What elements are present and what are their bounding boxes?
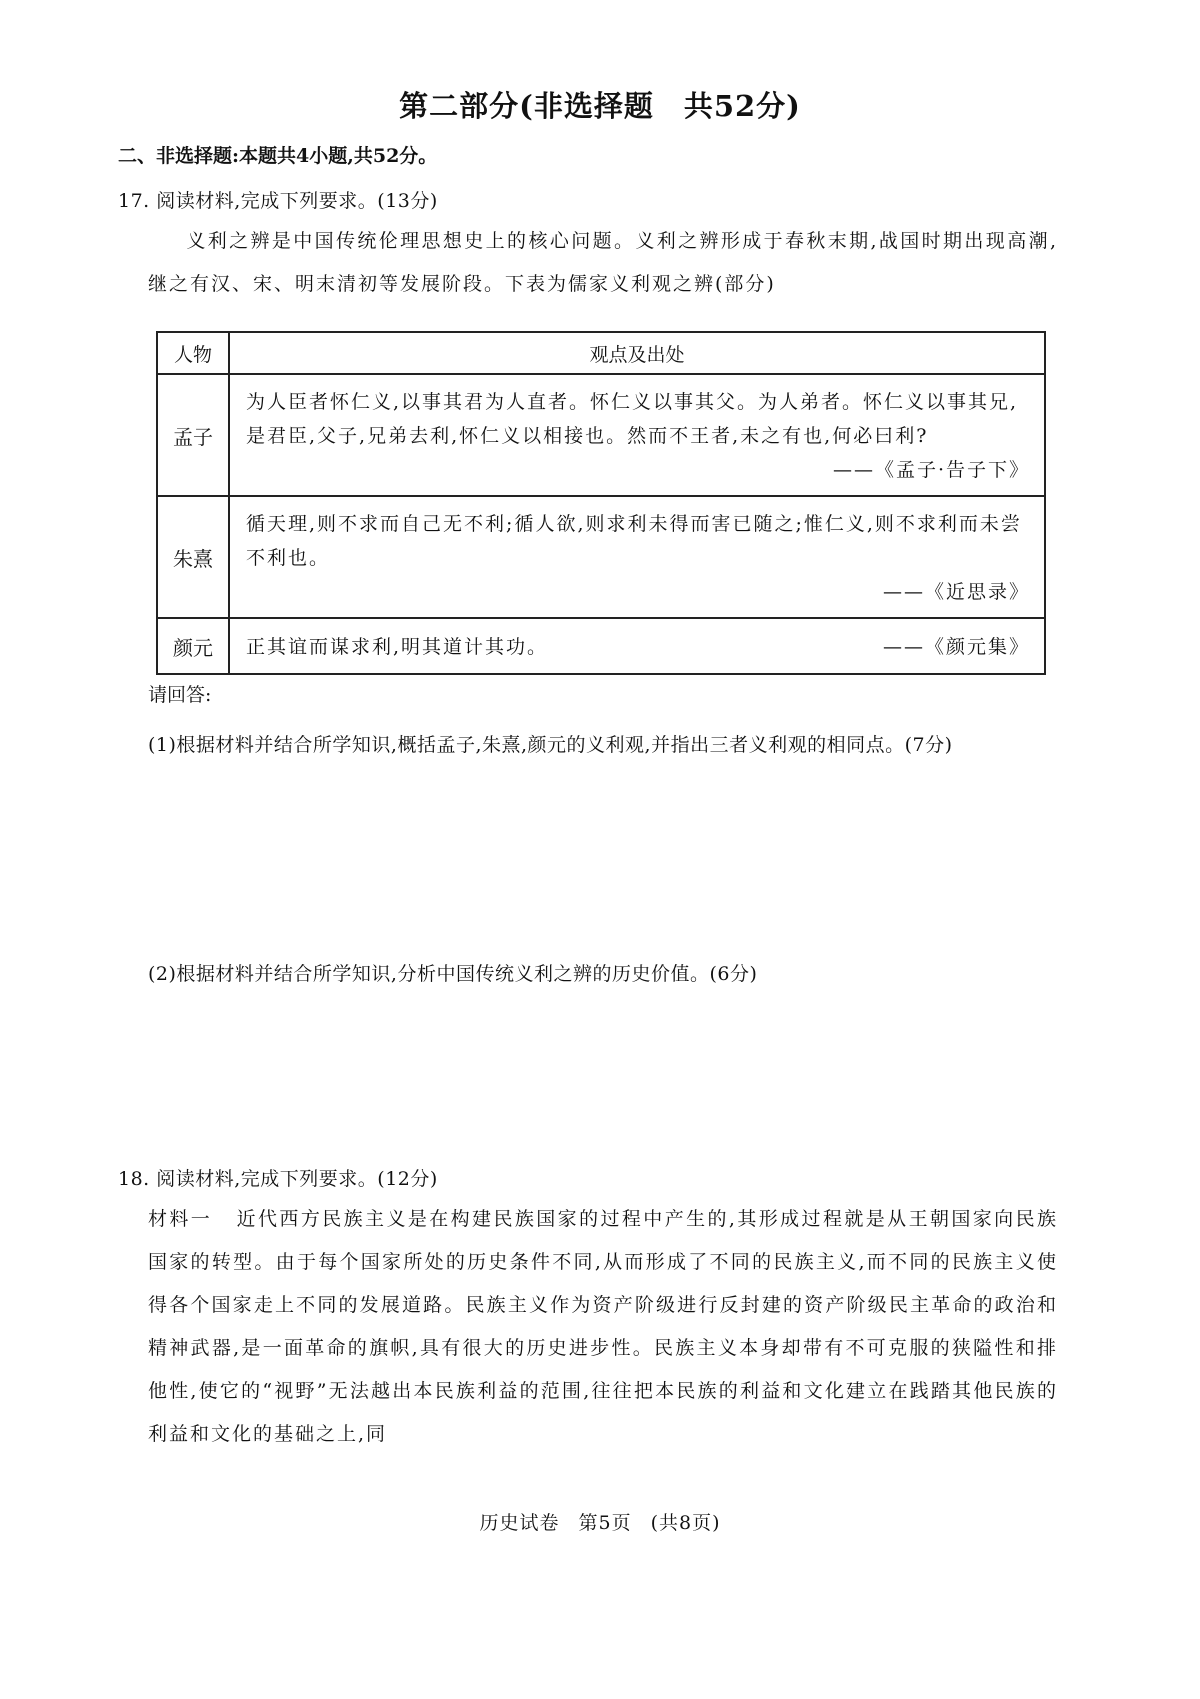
- viewpoint-text: 循天理,则不求而自己无不利;循人欲,则求利未得而害已随之;惟仁义,则不求利而未尝不利也。: [246, 513, 1022, 569]
- question-17-intro: [148, 220, 1058, 306]
- footer-total: (共8页): [650, 1512, 721, 1534]
- person-cell: 颜元: [157, 618, 229, 674]
- question-17-heading: 17. 阅读材料,完成下列要求。(13分): [118, 190, 438, 212]
- header-person: 人物: [157, 332, 229, 374]
- person-cell: 孟子: [157, 374, 229, 496]
- question-18-material: [148, 1198, 1058, 1456]
- answer-prompt: 请回答:: [148, 684, 212, 706]
- footer-page: 第5页: [578, 1512, 632, 1534]
- viewpoint-table: [156, 331, 1046, 675]
- viewpoint-text: 正其谊而谋求利,明其道计其功。: [246, 636, 549, 658]
- header-viewpoint: 观点及出处: [229, 332, 1045, 374]
- viewpoint-cell: [229, 496, 1045, 618]
- viewpoint-source: ——《近思录》: [882, 581, 1030, 603]
- page-footer: [0, 1508, 1200, 1535]
- sub-question-2: (2)根据材料并结合所学知识,分析中国传统义利之辨的历史价值。(6分): [148, 963, 758, 985]
- material-label: 材料一: [148, 1208, 213, 1230]
- table-row: [157, 496, 1045, 618]
- viewpoint-text: 为人臣者怀仁义,以事其君为人直者。怀仁义以事其父。为人弟者。怀仁义以事其兄,是君臣,父子,兄弟去利,怀仁义以相接也。然而不王者,未之有也,何必曰利?: [246, 391, 1019, 447]
- viewpoint-cell: [229, 374, 1045, 496]
- table-header-row: [157, 332, 1045, 374]
- viewpoint-source: ——《颜元集》: [882, 636, 1030, 658]
- viewpoint-cell: [229, 618, 1045, 674]
- intro-text: 义利之辨是中国传统伦理思想史上的核心问题。义利之辨形成于春秋末期,战国时期出现高潮,继之有汉、宋、明末清初等发展阶段。下表为儒家义利观之辨(部分): [148, 230, 1058, 295]
- table-row: [157, 374, 1045, 496]
- viewpoint-source: ——《孟子·告子下》: [832, 459, 1030, 481]
- sub-question-1-text: (1)根据材料并结合所学知识,概括孟子,朱熹,颜元的义利观,并指出三者义利观的相同点。(7分): [148, 734, 953, 756]
- person-cell: 朱熹: [157, 496, 229, 618]
- section-heading: 二、非选择题:本题共4小题,共52分。: [118, 145, 438, 167]
- question-18-heading: 18. 阅读材料,完成下列要求。(12分): [118, 1168, 438, 1190]
- footer-subject: 历史试卷: [479, 1512, 560, 1534]
- table-row: [157, 618, 1045, 674]
- material-text: 近代西方民族主义是在构建民族国家的过程中产生的,其形成过程就是从王朝国家向民族国家的转型。由于每个国家所处的历史条件不同,从而形成了不同的民族主义,而不同的民族主义使得各个国家走上不同的发展道路。民族主义作为资产阶级进行反封建的资产阶级民主革命的政治和精神武器,是一面革命的旗帜,具有很大的历史进步性。民族主义本身却带有不可克服的狭隘性和排他性,使它的“视野”无法越出本民族利益的范围,往往把本民族的利益和文化建立在践踏其他民族的利益和文化的基础之上,同: [148, 1208, 1058, 1445]
- part-title: 第二部分(非选择题 共52分): [399, 89, 801, 123]
- sub-question-1: [148, 723, 1058, 768]
